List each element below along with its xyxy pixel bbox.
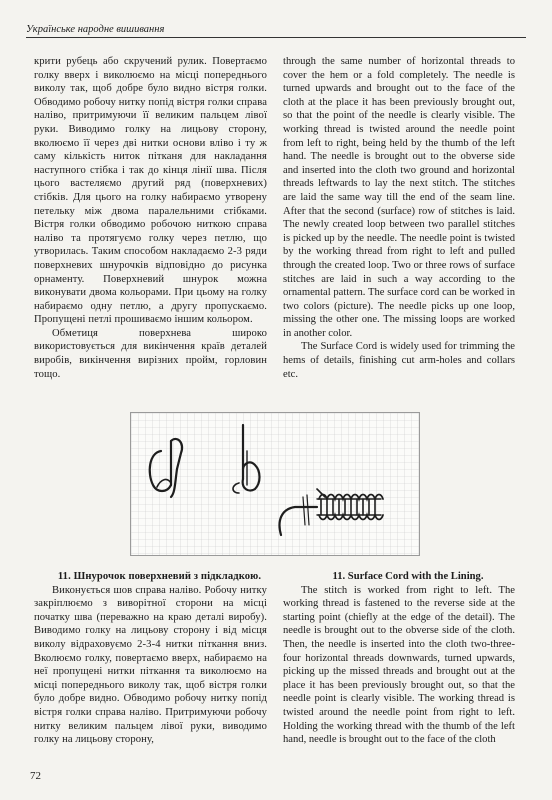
running-head: Українське народне вишивання — [26, 24, 526, 38]
paragraph: Обметиця поверхнева широко використовується для викінчення країв деталей виробів, викінчення вирізних пройм, горловин тощо. — [34, 327, 267, 380]
paragraph: крити рубець або скручений рулик. Повертаємо голку вверх і виколюємо на місці попереднього виколу так, щоб добре було видно вістря голки. Обводимо робочу нитку попід вістря голки справа наліво, притримуючи її великим пальцем лівої руки. Виводимо голку на лицьову сторону, вколюємо її через дві нитки основи вліво і ту ж саму кількість ниток пітканя для накладання наступного стібка і так до кінця лінії шва. Після цього вастеляємо другий ряд (поверхневих) стібків. Для цього на голку набираємо утворену петельку між двома паралельними стібками. Вістря голки обводимо робочою ниткою справа наліво та протягуємо голку через петлю, що утворилась. Таким способом накладаємо 2-3 ряди поверхневих шнурочків відповідно до рисунка орнаменту. Поверхневий шнурок можна виконувати двома кольорами. При цьому на голку набираємо одну петлю, а другу пропускаємо. Пропущені петлі прошиваємо іншим кольором. — [34, 56, 267, 326]
stitch-illustration — [130, 412, 420, 556]
stitch-diagram-svg — [131, 413, 419, 555]
section-heading: 11. Surface Cord with the Lining. — [332, 571, 484, 582]
column-top-right-english — [283, 55, 515, 381]
paragraph: The Surface Cord is widely used for trimming the hems of details, finishing cut arm-holes and collars etc. — [283, 341, 515, 380]
column-bottom-left-ukrainian — [34, 570, 267, 747]
page-number: 72 — [30, 770, 41, 782]
section-heading: 11. Шнурочок поверхневий з підкладкою. — [57, 571, 262, 582]
column-top-left-ukrainian — [34, 55, 267, 381]
paragraph: through the same number of horizontal threads to cover the hem or a fold completely. The needle is turned upwards and brought out to the face of the cloth at the place it has been previously brought out, so that the point of the needle is clearly visible. The working thread is twisted around the needle point from left to right, being held by the thumb of the left hand. The needle is brought out to the obverse side and inserted into the cloth two ground and horizontal threads leftwards to lay the next stitch. The stitches are laid the same way till the end of the seam line. After that the second (surface) row of stitches is laid. The newly created loop between two parallel stitches is picked up by the needle. The needle point is twisted by the working thread from right to left and pulled through the created loop. Two or three rows of surface stitches are laid in such a way according to the ornamental pattern. The surface cord can be worked in two colors (picture). The needle picks up one loop, missing the other one. The missing loops are worked in another color. — [283, 56, 515, 339]
paragraph: The stitch is worked from right to left. The working thread is fastened to the reverse side at the starting point (chiefly at the edge of the detail). The needle is brought out to the obverse side of the cloth. Then, the needle is inserted into the cloth two-three-four horizontal threads downwards, turned upwards, picking up the missed threads and brought out at the place it has been previously brought out, so that the needle point is clearly visible. The working thread is twisted around the needle point from right to left. Holding the working thread with the thumb of the left hand, needle is brought out to the face of the cloth — [283, 584, 515, 746]
paragraph: Виконується шов справа наліво. Робочу нитку закріплюємо з виворітної сторони на місці початку шва (переважно на краю деталі виробу). Виводимо голку на лицьову сторону і від місця виколу відраховуємо 2-3-4 нитки піткання вниз. Вколюємо голку, повертаємо вверх, набираємо на неї пропущені нитки піткання та виколюємо на місці попереднього виколу так, щоб вістря голки було добре видно. Обводимо робочу нитку попід вістря голки справа наліво. Притримуючи робочу нитку великим пальцем лівої руки, виводимо голку на лицьову сторону, — [34, 584, 267, 746]
column-bottom-right-english — [283, 570, 515, 747]
